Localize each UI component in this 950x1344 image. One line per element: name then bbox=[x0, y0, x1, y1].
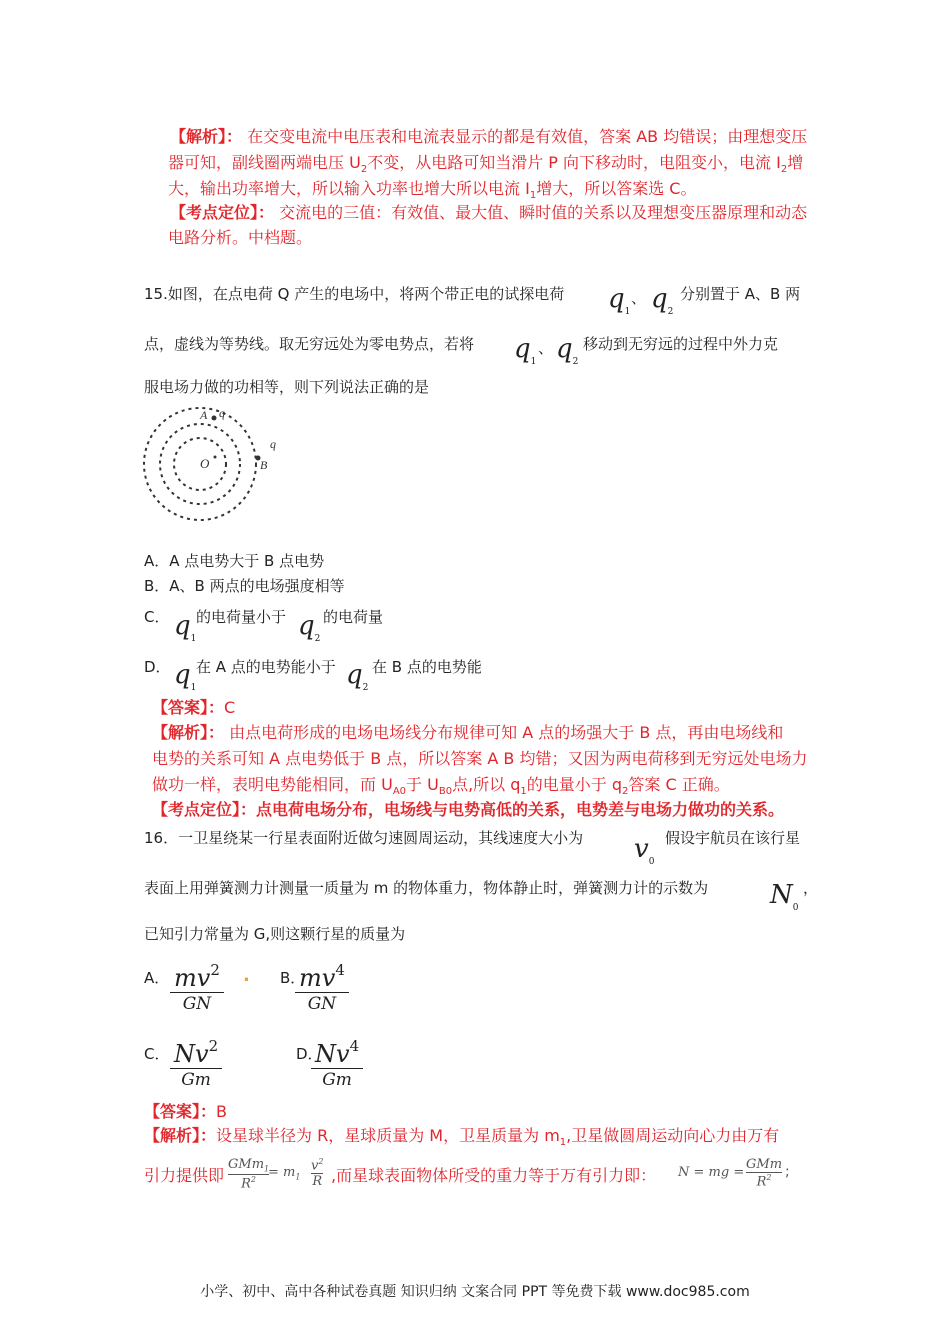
key-point-label: 【考点定位】： bbox=[170, 203, 275, 222]
q15-option-B: B．A、B 两点的电场强度相等 bbox=[144, 577, 345, 595]
q2-symbol bbox=[651, 284, 674, 317]
q16-analysis-2b: ,而星球表面物体所受的重力等于万有引力即： bbox=[331, 1166, 657, 1185]
subscript: 0 bbox=[792, 903, 799, 913]
v0-symbol bbox=[634, 834, 655, 867]
var: q bbox=[556, 334, 573, 364]
q16-line-1 bbox=[144, 827, 583, 848]
var: q bbox=[298, 611, 315, 641]
analysis-label: 【解析】： bbox=[170, 127, 243, 146]
q15-key-point bbox=[152, 797, 784, 820]
analysis-label: 【解析】： bbox=[152, 723, 225, 742]
q16-number: 16． bbox=[144, 829, 179, 847]
eq1-left-fraction bbox=[228, 1157, 269, 1191]
subscript: 1 bbox=[529, 190, 537, 202]
exponent: 4 bbox=[349, 1037, 360, 1055]
subscript: 1 bbox=[264, 1164, 270, 1174]
label-B: B bbox=[260, 458, 268, 472]
numerator: Nv bbox=[174, 1040, 209, 1068]
label-A: A bbox=[200, 408, 208, 422]
q15-analysis-3 bbox=[152, 772, 730, 797]
text-segment: 一卫星绕某一行星表面附近做匀速圆周运动，其线速度大小为 bbox=[178, 829, 584, 847]
var: q bbox=[174, 611, 191, 641]
q15-option-C-q2 bbox=[298, 611, 321, 644]
subscript: 1 bbox=[520, 786, 527, 798]
text-segment: 增 bbox=[787, 153, 804, 172]
var: q bbox=[514, 334, 531, 364]
q1-symbol bbox=[608, 284, 631, 317]
q16-analysis-1 bbox=[144, 1123, 779, 1148]
q15-option-D-text2: 在 B 点的电势能 bbox=[372, 658, 482, 676]
q15-option-A: A．A 点电势大于 B 点电势 bbox=[144, 552, 325, 570]
subscript: 1 bbox=[530, 357, 537, 367]
subscript: 0 bbox=[648, 857, 655, 867]
subscript: 2 bbox=[667, 307, 674, 317]
answer-label: 【答案】： bbox=[144, 1102, 217, 1121]
q16-option-A-label: A． bbox=[144, 969, 170, 987]
subscript: 1 bbox=[295, 1172, 301, 1182]
text-segment: 大，输出功率增大，所以输入功率也增大所以电流 I bbox=[168, 179, 530, 198]
q16-line-3: 已知引力常量为 G,则这颗行星的质量为 bbox=[144, 925, 406, 943]
text-segment: = m bbox=[268, 1165, 296, 1180]
q15-option-C-prefix: C． bbox=[144, 608, 170, 626]
q2-symbol-2 bbox=[556, 334, 579, 367]
exponent: 2 bbox=[766, 1173, 772, 1182]
q16-answer bbox=[144, 1099, 227, 1122]
q15-line-1 bbox=[144, 283, 564, 304]
exponent: 2 bbox=[250, 1174, 256, 1184]
exponent: 4 bbox=[335, 961, 345, 979]
stray-dot: . bbox=[243, 965, 250, 986]
key-point-text: 交流电的三值：有效值、最大值、瞬时值的关系以及理想变压器原理和动态 bbox=[279, 203, 808, 222]
var: q bbox=[346, 660, 363, 690]
text-segment: 做功一样，表明电势能相同，而 U bbox=[152, 775, 393, 794]
q16-analysis-2a: 引力提供即 bbox=[144, 1166, 225, 1185]
subscript: 2 bbox=[622, 786, 629, 798]
q15-option-D-q2 bbox=[346, 660, 369, 693]
subscript: 1 bbox=[190, 634, 197, 644]
eq1-mid bbox=[268, 1165, 300, 1182]
q16-option-D-fraction bbox=[311, 1032, 363, 1091]
page-footer: 小学、初中、高中各种试卷真题 知识归纳 文案合同 PPT 等免费下载 www.doc985.com bbox=[200, 1284, 750, 1300]
charge-Q-dot bbox=[214, 456, 217, 459]
numerator: mv bbox=[299, 964, 336, 992]
equipotential-figure bbox=[140, 398, 300, 530]
separator: 、 bbox=[631, 289, 647, 307]
subscript: 2 bbox=[572, 357, 579, 367]
q15-option-D-text1: 在 A 点的电势能小于 bbox=[196, 658, 336, 676]
label-O: O bbox=[200, 456, 210, 471]
key-point-text: 点电荷电场分布，电场线与电势高低的关系，电势差与电场力做功的关系。 bbox=[256, 800, 785, 819]
text-segment: 如图，在点电荷 Q 产生的电场中，将两个带正电的试探电荷 bbox=[167, 285, 565, 303]
exponent: 2 bbox=[210, 961, 220, 979]
numerator: v bbox=[311, 1158, 319, 1174]
text-segment: 由点电荷形成的电场电场线分布规律可知 A 点的场强大于 B 点，再由电场线和 bbox=[229, 723, 784, 742]
analysis-line-5 bbox=[168, 225, 312, 248]
text-segment: 增大，所以答案选 C。 bbox=[536, 179, 697, 198]
q15-number: 15. bbox=[144, 285, 168, 303]
subscript: 2 bbox=[360, 164, 368, 176]
numerator: GMm bbox=[746, 1157, 783, 1172]
exponent: 2 bbox=[208, 1037, 219, 1055]
var: v bbox=[634, 834, 649, 864]
q15-line-2-end: 移动到无穷远的过程中外力克 bbox=[583, 335, 779, 353]
exponent: 2 bbox=[318, 1157, 324, 1166]
q16-option-B-label: B． bbox=[280, 969, 306, 987]
subscript: 2 bbox=[362, 683, 369, 693]
q15-analysis-1 bbox=[152, 720, 783, 743]
N0-symbol bbox=[770, 880, 799, 913]
eq1-right-fraction bbox=[311, 1157, 323, 1189]
subscript: B0 bbox=[438, 786, 453, 798]
var: q bbox=[651, 284, 668, 314]
numerator: mv bbox=[174, 964, 211, 992]
q16-option-C-label: C． bbox=[144, 1045, 170, 1063]
subscript: 2 bbox=[780, 164, 788, 176]
numerator: Nv bbox=[315, 1040, 350, 1068]
label-q2: q bbox=[270, 437, 276, 451]
answer-label: 【答案】： bbox=[152, 698, 225, 717]
q15-line-3: 服电场力做的功相等，则下列说法正确的是 bbox=[144, 378, 430, 396]
q15-line-2: 点，虚线为等势线。取无穷远处为零电势点，若将 bbox=[144, 335, 475, 353]
q15-line-1-end: 分别置于 A、B 两 bbox=[680, 285, 801, 303]
text-segment: 设星球半径为 R，星球质量为 M，卫星质量为 m bbox=[216, 1126, 560, 1145]
q16-option-B-fraction bbox=[295, 956, 349, 1015]
text-segment: 点,所以 q bbox=[452, 775, 521, 794]
subscript: 1 bbox=[190, 683, 197, 693]
q16-option-C-fraction bbox=[170, 1032, 222, 1091]
q16-option-A-fraction bbox=[170, 956, 224, 1015]
eq2-left: N = mg = bbox=[678, 1165, 745, 1180]
denominator: R bbox=[756, 1174, 767, 1190]
answer-value: C bbox=[224, 698, 236, 717]
subscript: A0 bbox=[392, 786, 407, 798]
text-segment: 答案 C 正确。 bbox=[628, 775, 730, 794]
denominator: Gm bbox=[322, 1070, 352, 1090]
q15-option-C-text1: 的电荷量小于 bbox=[196, 608, 287, 626]
eq2-end: ; bbox=[785, 1164, 790, 1180]
denominator: GN bbox=[307, 994, 337, 1014]
denominator: GN bbox=[182, 994, 212, 1014]
text-segment: 不变，从电路可知当滑片 P 向下移动时，电阻变小，电流 I bbox=[367, 153, 781, 172]
analysis-line-3 bbox=[168, 176, 696, 201]
denominator: Gm bbox=[181, 1070, 211, 1090]
q15-option-D-prefix: D． bbox=[144, 658, 171, 676]
subscript: 1 bbox=[624, 307, 631, 317]
denominator: R bbox=[312, 1174, 323, 1190]
analysis-label: 【解析】： bbox=[144, 1126, 217, 1145]
subscript: 2 bbox=[314, 634, 321, 644]
denominator: R bbox=[241, 1175, 251, 1191]
text-segment: 器可知，副线圈两端电压 U bbox=[168, 153, 361, 172]
var: q bbox=[608, 284, 625, 314]
text-segment: 电路分析。中档题。 bbox=[168, 228, 313, 247]
analysis-line-2 bbox=[168, 150, 803, 175]
q16-option-D-label: D． bbox=[296, 1045, 323, 1063]
q15-answer bbox=[152, 695, 235, 718]
q15-analysis-2: 电势的关系可知 A 点电势低于 B 点，所以答案 A B 均错；又因为两电荷移到无穷远处电场力 bbox=[152, 749, 808, 768]
label-q1: q bbox=[219, 406, 225, 420]
text-segment: 的电量小于 q bbox=[526, 775, 623, 794]
text-segment: 于 U bbox=[406, 775, 439, 794]
q15-option-D-q1 bbox=[174, 660, 197, 693]
text-segment: ,卫星做圆周运动向心力由万有 bbox=[566, 1126, 780, 1145]
comma: ， bbox=[803, 879, 819, 897]
key-point-label: 【考点定位】： bbox=[152, 800, 257, 819]
answer-value: B bbox=[216, 1102, 227, 1121]
subscript: 1 bbox=[559, 1137, 567, 1149]
q15-option-C-q1 bbox=[174, 611, 197, 644]
var: q bbox=[174, 660, 191, 690]
q16-line-1-end: 假设宇航员在该行星 bbox=[665, 829, 801, 847]
analysis-line-4 bbox=[170, 200, 807, 223]
q1-symbol-2 bbox=[514, 334, 537, 367]
var: N bbox=[770, 880, 793, 910]
numerator: GMm bbox=[228, 1157, 265, 1172]
eq2-fraction bbox=[746, 1157, 782, 1189]
analysis-text: 在交变电流中电压表和电流表显示的都是有效值，答案 AB 均错误；由理想变压 bbox=[247, 127, 808, 146]
separator-2: 、 bbox=[538, 339, 554, 357]
analysis-line-1 bbox=[170, 124, 807, 147]
q16-line-2: 表面上用弹簧测力计测量一质量为 m 的物体重力，物体静止时，弹簧测力计的示数为 bbox=[144, 879, 709, 897]
point-A-dot bbox=[212, 416, 217, 421]
q15-option-C-text2: 的电荷量 bbox=[323, 608, 384, 626]
